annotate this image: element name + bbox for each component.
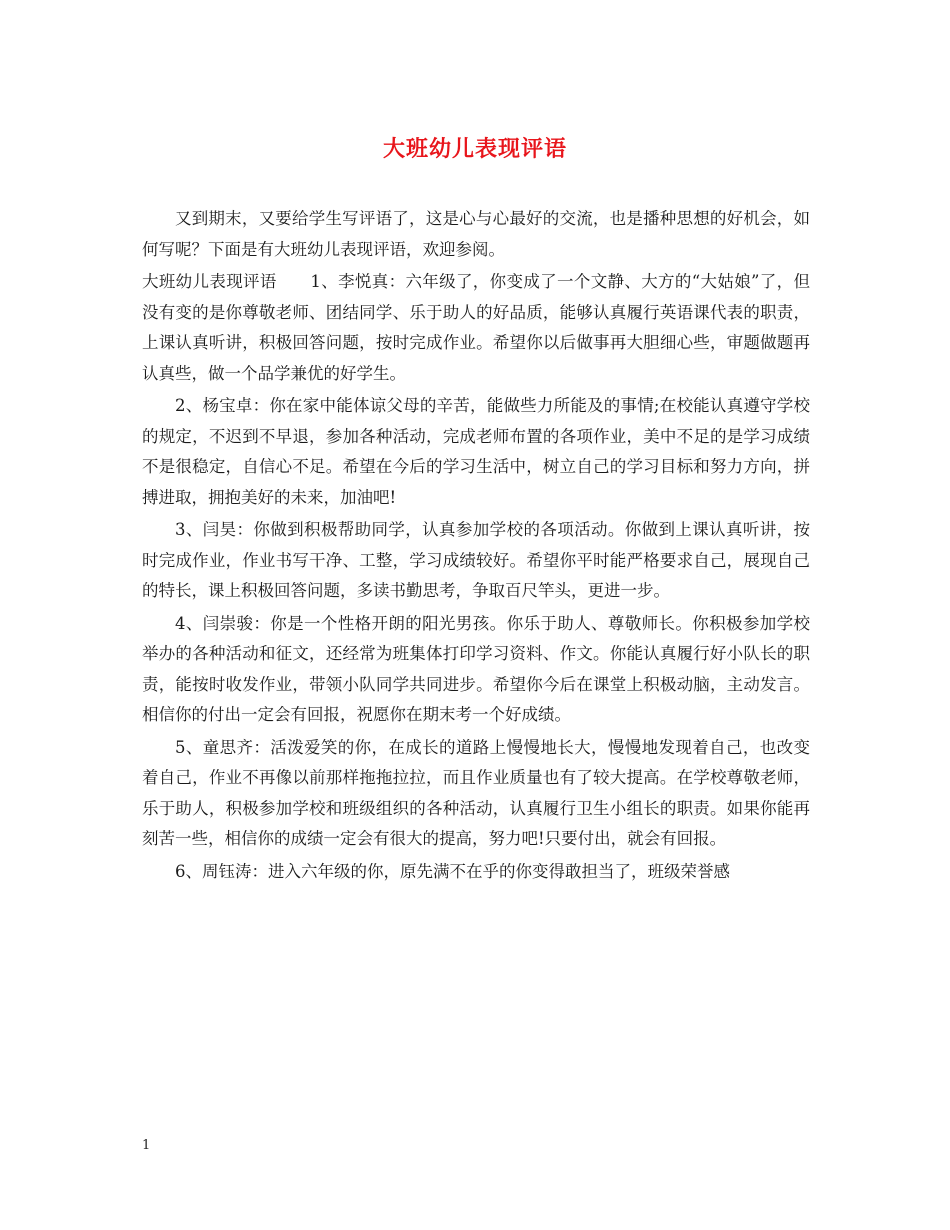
paragraph-comment-4: 4、闫崇骏：你是一个性格开朗的阳光男孩。你乐于助人、尊敬师长。你积极参加学校举办的各种活动和征文，还经常为班集体打印学习资料、作文。你能认真履行好小队长的职责，能按时收发作业，带领小队同学共同进步。希望你今后在课堂上积极动脑，主动发言。相信你的付出一定会有回报，祝愿你在期末考一个好成绩。 [142, 613, 810, 724]
page-number: 1 [142, 1138, 151, 1153]
paragraph-intro: 又到期末，又要给学生写评语了，这是心与心最好的交流，也是播种思想的好机会，如何写呢？下面是有大班幼儿表现评语，欢迎参阅。 [142, 209, 810, 259]
document-body [142, 204, 810, 887]
paragraph-comment-6: 6、周钰涛：进入六年级的你，原先满不在乎的你变得敢担当了，班级荣誉感 [175, 861, 730, 881]
paragraph-comment-2: 2、杨宝卓：你在家中能体谅父母的辛苦，能做些力所能及的事情;在校能认真遵守学校的规定，不迟到不早退，参加各种活动，完成老师布置的各项作业，美中不足的是学习成绩不是很稳定，自信心不足。希望在今后的学习生活中，树立自己的学习目标和努力方向，拼搏进取，拥抱美好的未来，加油吧! [142, 396, 810, 507]
paragraph-comment-5: 5、童思齐：活泼爱笑的你，在成长的道路上慢慢地长大，慢慢地发现着自己，也改变着自己，作业不再像以前那样拖拖拉拉，而且作业质量也有了较大提高。在学校尊敬老师，乐于助人，积极参加学校和班级组织的各种活动，认真履行卫生小组长的职责。如果你能再刻苦一些，相信你的成绩一定会有很大的提高，努力吧!只要付出，就会有回报。 [142, 737, 810, 848]
paragraph-comment-1: 大班幼儿表现评语 1、李悦真：六年级了，你变成了一个文静、大方的“大姑娘”了，但没有变的是你尊敬老师、团结同学、乐于助人的好品质，能够认真履行英语课代表的职责，上课认真听讲，积极回答问题，按时完成作业。希望你以后做事再大胆细心些，审题做题再认真些，做一个品学兼优的好学生。 [142, 272, 810, 383]
document-title: 大班幼儿表现评语 [382, 136, 567, 162]
paragraph-comment-3: 3、闫昊：你做到积极帮助同学，认真参加学校的各项活动。你做到上课认真听讲，按时完成作业，作业书写干净、工整，学习成绩较好。希望你平时能严格要求自己，展现自己的特长，课上积极回答问题，多读书勤思考，争取百尺竿头，更进一步。 [142, 520, 810, 600]
